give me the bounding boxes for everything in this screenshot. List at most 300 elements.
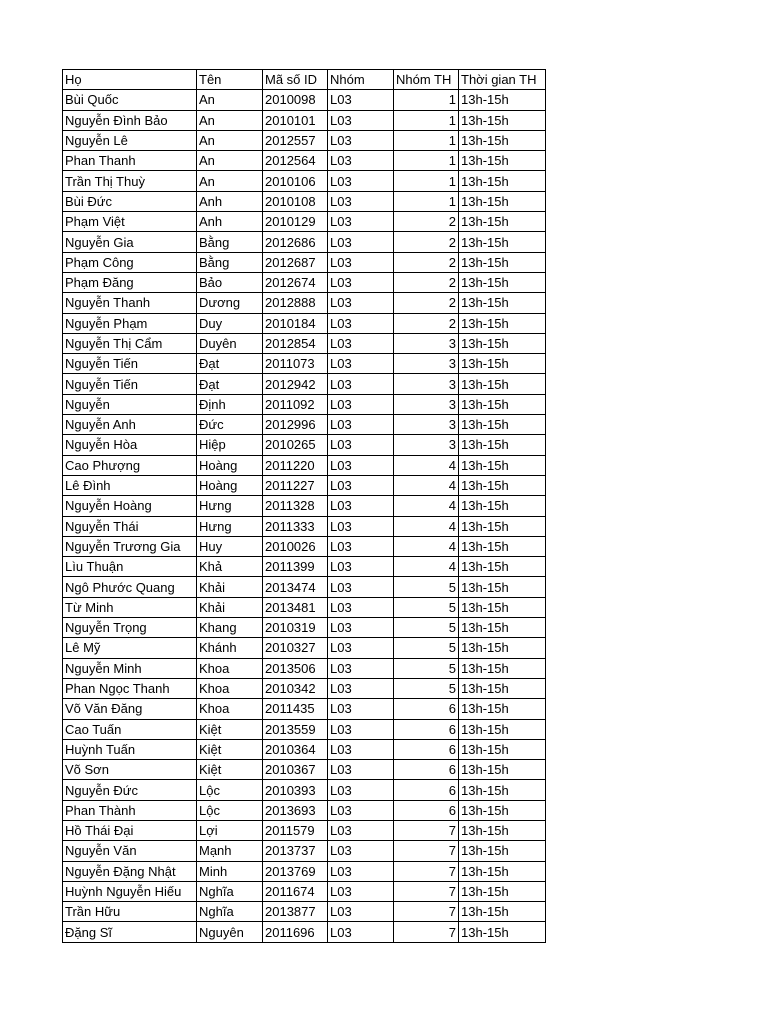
header-nhom-th: Nhóm TH: [394, 70, 459, 90]
cell-thoi-gian-th: 13h-15h: [459, 658, 546, 678]
cell-thoi-gian-th: 13h-15h: [459, 699, 546, 719]
cell-nhom: L03: [328, 902, 394, 922]
cell-ho: Võ Văn Đăng: [63, 699, 197, 719]
cell-ten: Hoàng: [197, 475, 263, 495]
cell-ma-so-id: 2011092: [263, 394, 328, 414]
cell-ho: Nguyễn Đình Bảo: [63, 110, 197, 130]
cell-nhom: L03: [328, 760, 394, 780]
cell-nhom-th: 3: [394, 374, 459, 394]
cell-thoi-gian-th: 13h-15h: [459, 902, 546, 922]
cell-nhom-th: 6: [394, 739, 459, 759]
cell-ma-so-id: 2011220: [263, 455, 328, 475]
cell-ten: Khoa: [197, 658, 263, 678]
cell-thoi-gian-th: 13h-15h: [459, 354, 546, 374]
cell-nhom-th: 4: [394, 475, 459, 495]
cell-nhom: L03: [328, 780, 394, 800]
cell-nhom-th: 7: [394, 902, 459, 922]
header-ho: Họ: [63, 70, 197, 90]
cell-ma-so-id: 2013693: [263, 800, 328, 820]
table-row: [63, 313, 546, 333]
cell-nhom-th: 5: [394, 597, 459, 617]
table-row: [63, 354, 546, 374]
cell-ten: Huy: [197, 536, 263, 556]
cell-ma-so-id: 2010393: [263, 780, 328, 800]
cell-thoi-gian-th: 13h-15h: [459, 90, 546, 110]
cell-nhom: L03: [328, 212, 394, 232]
table-row: [63, 374, 546, 394]
cell-ten: Anh: [197, 212, 263, 232]
cell-thoi-gian-th: 13h-15h: [459, 760, 546, 780]
cell-ho: Nguyễn Văn: [63, 841, 197, 861]
cell-nhom: L03: [328, 354, 394, 374]
cell-nhom-th: 2: [394, 232, 459, 252]
cell-nhom: L03: [328, 577, 394, 597]
cell-nhom-th: 5: [394, 577, 459, 597]
cell-nhom-th: 6: [394, 780, 459, 800]
table-row: [63, 293, 546, 313]
cell-thoi-gian-th: 13h-15h: [459, 739, 546, 759]
cell-thoi-gian-th: 13h-15h: [459, 171, 546, 191]
cell-ma-so-id: 2012942: [263, 374, 328, 394]
table-row: [63, 475, 546, 495]
cell-ma-so-id: 2010098: [263, 90, 328, 110]
cell-nhom-th: 1: [394, 151, 459, 171]
cell-ma-so-id: 2011435: [263, 699, 328, 719]
cell-nhom-th: 5: [394, 658, 459, 678]
cell-ten: Khải: [197, 597, 263, 617]
cell-nhom-th: 1: [394, 90, 459, 110]
cell-ma-so-id: 2011696: [263, 922, 328, 942]
cell-ho: Phạm Việt: [63, 212, 197, 232]
cell-thoi-gian-th: 13h-15h: [459, 293, 546, 313]
cell-ten: Bảo: [197, 272, 263, 292]
cell-ho: Đặng Sĩ: [63, 922, 197, 942]
cell-nhom: L03: [328, 475, 394, 495]
cell-nhom: L03: [328, 861, 394, 881]
cell-nhom: L03: [328, 922, 394, 942]
cell-thoi-gian-th: 13h-15h: [459, 577, 546, 597]
cell-thoi-gian-th: 13h-15h: [459, 394, 546, 414]
table-row: [63, 780, 546, 800]
cell-ten: Nguyên: [197, 922, 263, 942]
table-row: [63, 130, 546, 150]
cell-ten: An: [197, 130, 263, 150]
cell-thoi-gian-th: 13h-15h: [459, 110, 546, 130]
cell-ten: An: [197, 90, 263, 110]
cell-ho: Nguyễn Trọng: [63, 618, 197, 638]
table-row: [63, 618, 546, 638]
cell-ten: Lộc: [197, 780, 263, 800]
cell-thoi-gian-th: 13h-15h: [459, 313, 546, 333]
cell-ho: Phạm Đăng: [63, 272, 197, 292]
table-row: [63, 841, 546, 861]
cell-nhom-th: 1: [394, 130, 459, 150]
table-row: [63, 536, 546, 556]
cell-ma-so-id: 2012854: [263, 333, 328, 353]
cell-ten: Kiệt: [197, 719, 263, 739]
cell-ho: Bùi Quốc: [63, 90, 197, 110]
cell-thoi-gian-th: 13h-15h: [459, 151, 546, 171]
cell-nhom: L03: [328, 658, 394, 678]
cell-nhom-th: 7: [394, 922, 459, 942]
cell-ten: Hoàng: [197, 455, 263, 475]
cell-ten: Duyên: [197, 333, 263, 353]
cell-thoi-gian-th: 13h-15h: [459, 374, 546, 394]
table-row: [63, 232, 546, 252]
table-row: [63, 415, 546, 435]
table-row: [63, 719, 546, 739]
cell-ho: Võ Sơn: [63, 760, 197, 780]
cell-ho: Cao Phượng: [63, 455, 197, 475]
cell-nhom: L03: [328, 272, 394, 292]
cell-ten: Anh: [197, 191, 263, 211]
cell-ho: Nguyễn Gia: [63, 232, 197, 252]
cell-nhom-th: 4: [394, 536, 459, 556]
header-ten: Tên: [197, 70, 263, 90]
cell-ho: Ngô Phước Quang: [63, 577, 197, 597]
cell-ho: Nguyễn Anh: [63, 415, 197, 435]
table-row: [63, 394, 546, 414]
cell-ten: Đạt: [197, 374, 263, 394]
cell-ho: Cao Tuấn: [63, 719, 197, 739]
cell-thoi-gian-th: 13h-15h: [459, 841, 546, 861]
cell-thoi-gian-th: 13h-15h: [459, 475, 546, 495]
cell-nhom: L03: [328, 536, 394, 556]
cell-ho: Phạm Công: [63, 252, 197, 272]
cell-nhom-th: 2: [394, 272, 459, 292]
cell-thoi-gian-th: 13h-15h: [459, 212, 546, 232]
cell-nhom: L03: [328, 415, 394, 435]
cell-ten: Hưng: [197, 516, 263, 536]
cell-ma-so-id: 2010342: [263, 678, 328, 698]
cell-ho: Nguyễn Đặng Nhật: [63, 861, 197, 881]
cell-ma-so-id: 2012564: [263, 151, 328, 171]
cell-thoi-gian-th: 13h-15h: [459, 333, 546, 353]
cell-nhom-th: 6: [394, 760, 459, 780]
cell-ten: Khánh: [197, 638, 263, 658]
cell-thoi-gian-th: 13h-15h: [459, 516, 546, 536]
cell-thoi-gian-th: 13h-15h: [459, 719, 546, 739]
cell-ten: An: [197, 151, 263, 171]
cell-nhom-th: 1: [394, 171, 459, 191]
cell-nhom: L03: [328, 232, 394, 252]
cell-thoi-gian-th: 13h-15h: [459, 861, 546, 881]
cell-nhom-th: 7: [394, 861, 459, 881]
cell-nhom-th: 2: [394, 293, 459, 313]
cell-thoi-gian-th: 13h-15h: [459, 232, 546, 252]
cell-nhom-th: 3: [394, 354, 459, 374]
cell-ten: Nghĩa: [197, 902, 263, 922]
cell-nhom-th: 2: [394, 252, 459, 272]
cell-thoi-gian-th: 13h-15h: [459, 435, 546, 455]
cell-ten: Nghĩa: [197, 881, 263, 901]
cell-nhom: L03: [328, 435, 394, 455]
cell-ho: Phan Thanh: [63, 151, 197, 171]
cell-thoi-gian-th: 13h-15h: [459, 191, 546, 211]
cell-nhom: L03: [328, 678, 394, 698]
cell-ho: Nguyễn Lê: [63, 130, 197, 150]
cell-nhom: L03: [328, 618, 394, 638]
cell-ho: Huỳnh Nguyễn Hiếu: [63, 881, 197, 901]
table-row: [63, 557, 546, 577]
cell-nhom: L03: [328, 130, 394, 150]
table-row: [63, 820, 546, 840]
cell-thoi-gian-th: 13h-15h: [459, 597, 546, 617]
cell-thoi-gian-th: 13h-15h: [459, 678, 546, 698]
table-row: [63, 638, 546, 658]
table-row: [63, 678, 546, 698]
cell-ten: Khoa: [197, 699, 263, 719]
table-row: [63, 658, 546, 678]
cell-ten: An: [197, 110, 263, 130]
cell-ma-so-id: 2010101: [263, 110, 328, 130]
cell-nhom-th: 6: [394, 719, 459, 739]
cell-ma-so-id: 2010265: [263, 435, 328, 455]
cell-ho: Phan Thành: [63, 800, 197, 820]
cell-ho: Nguyễn: [63, 394, 197, 414]
table-row: [63, 435, 546, 455]
cell-ma-so-id: 2010026: [263, 536, 328, 556]
table-row: [63, 902, 546, 922]
cell-ten: Khoa: [197, 678, 263, 698]
table-row: [63, 90, 546, 110]
table-row: [63, 577, 546, 597]
table-row: [63, 760, 546, 780]
cell-nhom: L03: [328, 496, 394, 516]
cell-ten: Khả: [197, 557, 263, 577]
cell-thoi-gian-th: 13h-15h: [459, 780, 546, 800]
cell-ho: Hồ Thái Đại: [63, 820, 197, 840]
cell-nhom-th: 1: [394, 110, 459, 130]
cell-ma-so-id: 2013559: [263, 719, 328, 739]
cell-ma-so-id: 2011674: [263, 881, 328, 901]
cell-nhom-th: 3: [394, 394, 459, 414]
table-row: [63, 861, 546, 881]
cell-ma-so-id: 2013506: [263, 658, 328, 678]
cell-nhom: L03: [328, 455, 394, 475]
cell-ho: Nguyễn Minh: [63, 658, 197, 678]
cell-ma-so-id: 2010106: [263, 171, 328, 191]
cell-ho: Bùi Đức: [63, 191, 197, 211]
cell-ma-so-id: 2012996: [263, 415, 328, 435]
cell-ten: Định: [197, 394, 263, 414]
student-group-table: [62, 69, 546, 943]
header-thoi-gian-th: Thời gian TH: [459, 70, 546, 90]
table-row: [63, 171, 546, 191]
cell-ten: Lộc: [197, 800, 263, 820]
cell-thoi-gian-th: 13h-15h: [459, 496, 546, 516]
cell-ma-so-id: 2013737: [263, 841, 328, 861]
table-row: [63, 333, 546, 353]
cell-nhom: L03: [328, 374, 394, 394]
cell-nhom-th: 7: [394, 820, 459, 840]
cell-ma-so-id: 2012557: [263, 130, 328, 150]
cell-ho: Phan Ngọc Thanh: [63, 678, 197, 698]
cell-thoi-gian-th: 13h-15h: [459, 557, 546, 577]
cell-ho: Nguyễn Thị Cẩm: [63, 333, 197, 353]
table-row: [63, 516, 546, 536]
cell-ho: Từ Minh: [63, 597, 197, 617]
header-ma-so-id: Mã số ID: [263, 70, 328, 90]
cell-ma-so-id: 2010327: [263, 638, 328, 658]
cell-nhom: L03: [328, 800, 394, 820]
cell-thoi-gian-th: 13h-15h: [459, 455, 546, 475]
cell-ma-so-id: 2011227: [263, 475, 328, 495]
cell-ho: Nguyễn Hoàng: [63, 496, 197, 516]
cell-nhom-th: 3: [394, 435, 459, 455]
cell-ho: Nguyễn Trương Gia: [63, 536, 197, 556]
cell-ten: Kiệt: [197, 760, 263, 780]
header-row: [63, 70, 546, 90]
cell-nhom: L03: [328, 557, 394, 577]
cell-nhom: L03: [328, 293, 394, 313]
table-row: [63, 597, 546, 617]
cell-nhom-th: 4: [394, 455, 459, 475]
cell-nhom-th: 5: [394, 618, 459, 638]
cell-ho: Nguyễn Thanh: [63, 293, 197, 313]
cell-nhom: L03: [328, 171, 394, 191]
cell-nhom: L03: [328, 699, 394, 719]
cell-ho: Nguyễn Đức: [63, 780, 197, 800]
cell-ho: Lê Đình: [63, 475, 197, 495]
cell-ma-so-id: 2011399: [263, 557, 328, 577]
cell-ten: Duy: [197, 313, 263, 333]
cell-ten: Bằng: [197, 252, 263, 272]
cell-nhom-th: 6: [394, 699, 459, 719]
cell-ma-so-id: 2012888: [263, 293, 328, 313]
cell-thoi-gian-th: 13h-15h: [459, 536, 546, 556]
cell-ho: Nguyễn Tiến: [63, 354, 197, 374]
cell-ho: Lìu Thuận: [63, 557, 197, 577]
cell-ma-so-id: 2013877: [263, 902, 328, 922]
cell-ten: Hưng: [197, 496, 263, 516]
cell-nhom: L03: [328, 313, 394, 333]
cell-nhom: L03: [328, 719, 394, 739]
cell-ten: Khang: [197, 618, 263, 638]
cell-nhom-th: 3: [394, 333, 459, 353]
cell-ma-so-id: 2010319: [263, 618, 328, 638]
cell-ho: Nguyễn Thái: [63, 516, 197, 536]
cell-ten: An: [197, 171, 263, 191]
cell-thoi-gian-th: 13h-15h: [459, 881, 546, 901]
cell-ma-so-id: 2011579: [263, 820, 328, 840]
cell-thoi-gian-th: 13h-15h: [459, 618, 546, 638]
cell-ho: Trần Thị Thuỳ: [63, 171, 197, 191]
table-row: [63, 800, 546, 820]
cell-nhom-th: 3: [394, 415, 459, 435]
cell-thoi-gian-th: 13h-15h: [459, 272, 546, 292]
table-row: [63, 739, 546, 759]
table-row: [63, 699, 546, 719]
cell-nhom: L03: [328, 881, 394, 901]
cell-ma-so-id: 2012674: [263, 272, 328, 292]
cell-nhom: L03: [328, 252, 394, 272]
cell-nhom: L03: [328, 841, 394, 861]
cell-thoi-gian-th: 13h-15h: [459, 800, 546, 820]
cell-ma-so-id: 2013769: [263, 861, 328, 881]
cell-ma-so-id: 2012687: [263, 252, 328, 272]
cell-ten: Minh: [197, 861, 263, 881]
cell-nhom: L03: [328, 820, 394, 840]
cell-ho: Trần Hữu: [63, 902, 197, 922]
cell-nhom-th: 6: [394, 800, 459, 820]
cell-thoi-gian-th: 13h-15h: [459, 252, 546, 272]
cell-ho: Nguyễn Hòa: [63, 435, 197, 455]
table-row: [63, 922, 546, 942]
cell-ten: Lợi: [197, 820, 263, 840]
cell-nhom-th: 2: [394, 212, 459, 232]
cell-nhom-th: 4: [394, 496, 459, 516]
cell-nhom-th: 5: [394, 638, 459, 658]
cell-nhom: L03: [328, 151, 394, 171]
cell-ma-so-id: 2013474: [263, 577, 328, 597]
cell-nhom: L03: [328, 739, 394, 759]
cell-ten: Hiệp: [197, 435, 263, 455]
cell-ma-so-id: 2013481: [263, 597, 328, 617]
table-row: [63, 272, 546, 292]
cell-thoi-gian-th: 13h-15h: [459, 820, 546, 840]
cell-ten: Khải: [197, 577, 263, 597]
cell-nhom-th: 4: [394, 516, 459, 536]
cell-thoi-gian-th: 13h-15h: [459, 415, 546, 435]
cell-ma-so-id: 2010108: [263, 191, 328, 211]
cell-ma-so-id: 2012686: [263, 232, 328, 252]
cell-ma-so-id: 2011328: [263, 496, 328, 516]
cell-ma-so-id: 2011333: [263, 516, 328, 536]
cell-ten: Bằng: [197, 232, 263, 252]
cell-ten: Mạnh: [197, 841, 263, 861]
cell-nhom: L03: [328, 597, 394, 617]
cell-ma-so-id: 2011073: [263, 354, 328, 374]
cell-ma-so-id: 2010367: [263, 760, 328, 780]
table-row: [63, 110, 546, 130]
cell-thoi-gian-th: 13h-15h: [459, 922, 546, 942]
cell-nhom-th: 7: [394, 881, 459, 901]
cell-ma-so-id: 2010364: [263, 739, 328, 759]
cell-ho: Nguyễn Phạm: [63, 313, 197, 333]
cell-ten: Đức: [197, 415, 263, 435]
cell-ho: Lê Mỹ: [63, 638, 197, 658]
header-nhom: Nhóm: [328, 70, 394, 90]
cell-ten: Đạt: [197, 354, 263, 374]
cell-ma-so-id: 2010184: [263, 313, 328, 333]
cell-nhom-th: 2: [394, 313, 459, 333]
cell-nhom: L03: [328, 191, 394, 211]
cell-thoi-gian-th: 13h-15h: [459, 130, 546, 150]
table-row: [63, 455, 546, 475]
table-row: [63, 212, 546, 232]
cell-ma-so-id: 2010129: [263, 212, 328, 232]
cell-nhom-th: 1: [394, 191, 459, 211]
cell-nhom: L03: [328, 333, 394, 353]
table-row: [63, 881, 546, 901]
cell-nhom: L03: [328, 394, 394, 414]
cell-ten: Kiệt: [197, 739, 263, 759]
table-row: [63, 191, 546, 211]
cell-nhom: L03: [328, 110, 394, 130]
table-row: [63, 151, 546, 171]
table-row: [63, 252, 546, 272]
cell-nhom-th: 4: [394, 557, 459, 577]
table-row: [63, 496, 546, 516]
cell-nhom: L03: [328, 638, 394, 658]
cell-ho: Huỳnh Tuấn: [63, 739, 197, 759]
cell-nhom: L03: [328, 90, 394, 110]
cell-thoi-gian-th: 13h-15h: [459, 638, 546, 658]
cell-ten: Dương: [197, 293, 263, 313]
cell-nhom-th: 7: [394, 841, 459, 861]
cell-nhom-th: 5: [394, 678, 459, 698]
